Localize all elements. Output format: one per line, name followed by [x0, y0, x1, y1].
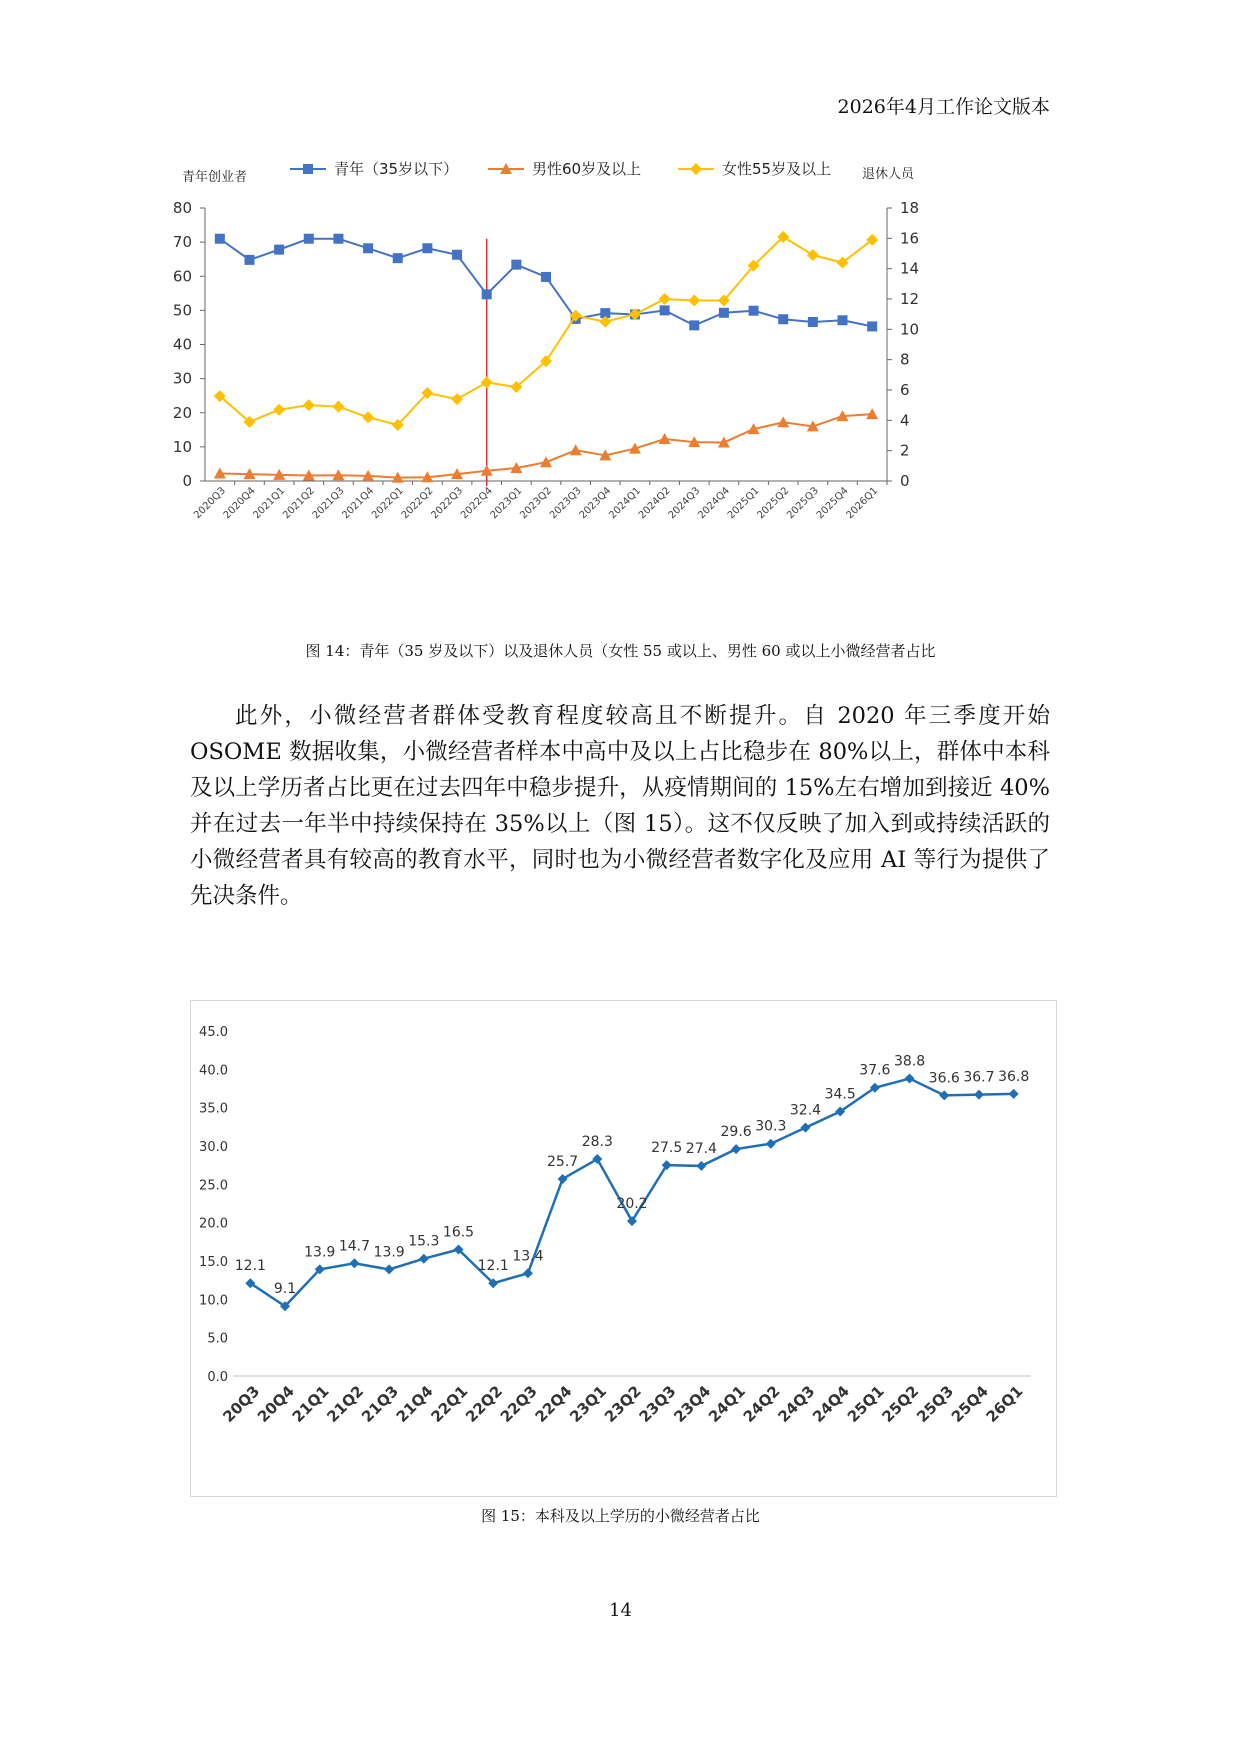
right-tick-label: 0 [900, 472, 910, 490]
series-line-0 [220, 239, 872, 327]
series-1-point [777, 416, 789, 427]
x-tick-label: 2022Q1 [370, 485, 406, 522]
right-tick-label: 8 [900, 350, 910, 369]
legend-marker-2 [690, 163, 702, 175]
left-tick-label: 50 [172, 301, 192, 320]
x-tick-label: 2022Q4 [458, 485, 495, 522]
right-tick-label: 10 [900, 320, 920, 339]
x-tick-label: 2021Q2 [281, 485, 317, 522]
x-tick-label: 2023Q1 [488, 485, 525, 522]
legend-label-1: 男性60岁及以上 [532, 160, 642, 178]
data-point [349, 1258, 359, 1268]
x-tick-label: 25Q1 [843, 1382, 888, 1426]
series-0-point [660, 305, 670, 315]
x-tick-label: 2024Q2 [636, 485, 673, 522]
left-tick-label: 40 [172, 335, 192, 354]
data-point [905, 1074, 915, 1084]
x-tick-label: 2023Q2 [518, 485, 555, 522]
series-0-point [867, 321, 877, 331]
x-tick-label: 2021Q1 [251, 485, 288, 522]
series-0-point [363, 243, 373, 253]
x-tick-label: 21Q2 [323, 1382, 368, 1426]
series-1-point [540, 456, 552, 467]
data-label: 36.6 [928, 1070, 960, 1087]
figure14-caption: 图 14：青年（35 岁及以下）以及退休人员（女性 55 或以上、男性 60 或以上小微经营者占比 [305, 642, 936, 660]
x-tick-label: 2022Q3 [429, 485, 466, 522]
legend-marker-0 [303, 164, 313, 174]
x-tick-label: 2023Q4 [577, 485, 614, 522]
data-point [523, 1268, 533, 1278]
figure15-chart [190, 1000, 1057, 1497]
x-tick-label: 2020Q3 [192, 485, 228, 522]
series-0-point [215, 234, 225, 244]
series-0-point [808, 317, 818, 327]
figure14-chart [172, 160, 1070, 613]
data-label: 14.7 [338, 1238, 371, 1255]
right-axis-title: 退休人员 [862, 167, 915, 182]
body-paragraph: 此外，小微经营者群体受教育程度较高且不断提升。自 2020 年三季度开始OSOME 数据收集，小微经营者样本中高中及以上占比稳步在 80%以上，群体中本科及以上学历者占比更在过去四年中稳步提升，从疫情期间的 15%左右增加到接近 40%并在过去一年半中持续保持在 35%以上（图 15）。这不仅反映了加入到或持续活跃的小微经营者具有较高的教育水平，同时也为小微经营者数字化及应用 AI 等行为提供了先决条件。 [190, 703, 1050, 909]
series-line-2 [220, 237, 872, 425]
page-number: 14 [609, 1600, 632, 1621]
left-tick-label: 0 [182, 472, 192, 490]
y-tick-label: 0.0 [207, 1370, 228, 1385]
series-2-point [807, 249, 819, 261]
data-point [974, 1090, 984, 1100]
x-tick-label: 2023Q3 [547, 485, 584, 522]
x-tick-label: 25Q3 [913, 1382, 958, 1426]
series-2-point [451, 393, 463, 405]
series-2-point [481, 376, 493, 388]
left-tick-label: 10 [172, 437, 192, 456]
y-tick-label: 20.0 [199, 1216, 228, 1232]
y-tick-label: 30.0 [199, 1140, 228, 1155]
x-tick-label: 24Q1 [705, 1382, 749, 1426]
data-label: 32.4 [789, 1102, 822, 1119]
series-0-point [689, 320, 699, 330]
data-point [419, 1254, 429, 1264]
data-label: 12.1 [234, 1258, 266, 1275]
data-point [696, 1161, 706, 1171]
x-tick-label: 22Q2 [462, 1382, 507, 1426]
series-0-point [333, 234, 343, 244]
data-label: 38.8 [893, 1053, 926, 1070]
left-tick-label: 80 [172, 199, 192, 217]
series-0-point [778, 314, 788, 324]
series-0-point [274, 245, 284, 255]
data-label: 28.3 [581, 1134, 613, 1151]
y-tick-label: 15.0 [199, 1255, 228, 1270]
x-tick-label: 25Q4 [947, 1382, 992, 1426]
x-tick-label: 2022Q2 [399, 485, 436, 522]
figure15-svg [191, 1001, 1056, 1496]
data-point [384, 1264, 394, 1274]
x-tick-label: 24Q3 [774, 1382, 819, 1426]
data-label: 34.5 [824, 1086, 856, 1103]
series-0-point [749, 306, 759, 316]
x-tick-label: 22Q1 [427, 1382, 472, 1426]
x-tick-label: 24Q4 [809, 1382, 854, 1426]
series-2-point [273, 404, 285, 416]
data-point [939, 1090, 949, 1100]
series-2-point [688, 295, 700, 307]
series-0-point [511, 260, 521, 270]
x-tick-label: 21Q3 [358, 1382, 402, 1426]
right-tick-label: 16 [900, 229, 920, 248]
data-label: 16.5 [442, 1224, 475, 1241]
right-tick-label: 12 [900, 290, 920, 308]
x-tick-label: 22Q3 [496, 1382, 541, 1426]
data-label: 13.9 [373, 1244, 405, 1261]
x-tick-label: 2025Q1 [725, 485, 762, 522]
series-0-point [244, 255, 254, 265]
series-line [250, 1079, 1013, 1307]
series-0-point [393, 253, 403, 263]
data-point [766, 1139, 776, 1149]
y-tick-label: 40.0 [199, 1063, 228, 1079]
x-tick-label: 2025Q2 [755, 485, 792, 522]
series-0-point [422, 243, 432, 253]
data-label: 27.4 [685, 1140, 717, 1157]
data-label: 9.1 [273, 1281, 297, 1298]
right-tick-label: 4 [900, 411, 910, 430]
x-tick-label: 23Q2 [600, 1382, 645, 1426]
right-tick-label: 2 [900, 441, 910, 460]
data-point [800, 1123, 810, 1133]
x-tick-label: 24Q2 [739, 1382, 784, 1426]
series-0-point [304, 234, 314, 244]
x-tick-label: 22Q4 [531, 1382, 576, 1426]
data-point [592, 1154, 602, 1164]
x-tick-label: 23Q1 [566, 1382, 611, 1426]
series-0-point [482, 289, 492, 299]
data-label: 30.3 [755, 1118, 787, 1135]
series-line-1 [220, 414, 872, 477]
data-point [1009, 1089, 1019, 1099]
series-2-point [303, 399, 315, 411]
x-tick-label: 25Q2 [878, 1382, 923, 1426]
data-label: 12.1 [477, 1258, 509, 1275]
left-tick-label: 60 [172, 267, 192, 286]
data-label: 36.8 [998, 1068, 1030, 1085]
x-tick-label: 2021Q3 [310, 485, 347, 522]
left-axis-title: 青年创业者 [182, 170, 248, 185]
y-tick-label: 5.0 [207, 1331, 228, 1347]
series-1-point [570, 444, 582, 455]
data-label: 13.9 [304, 1244, 336, 1261]
right-tick-label: 14 [900, 259, 920, 278]
data-label: 20.2 [616, 1196, 648, 1213]
data-label: 15.3 [408, 1233, 440, 1250]
series-2-point [362, 411, 374, 423]
y-tick-label: 10.0 [199, 1293, 228, 1309]
left-tick-label: 20 [172, 403, 192, 422]
page-header: 2026年4月工作论文版本 [837, 96, 1050, 118]
x-tick-label: 20Q4 [253, 1382, 298, 1426]
left-tick-label: 30 [172, 369, 192, 388]
right-tick-label: 18 [900, 199, 920, 217]
data-point [731, 1144, 741, 1154]
legend-label-0: 青年（35岁以下） [334, 160, 459, 178]
series-0-point [452, 250, 462, 260]
x-tick-label: 2021Q4 [340, 485, 377, 522]
figure14-svg [172, 160, 1070, 613]
x-tick-label: 2026Q1 [844, 485, 881, 522]
series-2-point [659, 293, 671, 305]
x-tick-label: 2024Q1 [607, 485, 644, 522]
x-tick-label: 21Q4 [392, 1382, 437, 1426]
x-tick-label: 2024Q4 [696, 485, 733, 522]
data-label: 29.6 [720, 1124, 752, 1141]
legend-label-2: 女性55岁及以上 [722, 160, 832, 178]
y-tick-label: 35.0 [199, 1101, 228, 1117]
figure15-caption: 图 15：本科及以上学历的小微经营者占比 [481, 1507, 760, 1525]
x-tick-label: 23Q4 [670, 1382, 715, 1426]
x-tick-label: 2020Q4 [221, 485, 258, 522]
series-2-point [332, 401, 344, 413]
series-0-point [838, 315, 848, 325]
x-tick-label: 2025Q3 [785, 485, 821, 522]
data-label: 37.6 [859, 1062, 891, 1079]
y-tick-label: 45.0 [199, 1025, 228, 1040]
x-tick-label: 26Q1 [982, 1382, 1027, 1426]
left-tick-label: 70 [172, 233, 192, 252]
data-label: 27.5 [651, 1140, 683, 1157]
series-0-point [719, 308, 729, 318]
x-tick-label: 2024Q3 [666, 485, 703, 522]
y-tick-label: 25.0 [199, 1178, 228, 1194]
series-0-point [541, 272, 551, 282]
x-tick-label: 2025Q4 [814, 485, 851, 522]
x-tick-label: 23Q3 [635, 1382, 680, 1426]
data-label: 36.7 [963, 1069, 995, 1086]
data-point [558, 1174, 568, 1184]
data-label: 25.7 [547, 1153, 579, 1170]
data-label: 13.4 [512, 1248, 544, 1265]
x-tick-label: 20Q3 [219, 1382, 264, 1426]
x-tick-label: 21Q1 [288, 1382, 333, 1426]
right-tick-label: 6 [900, 381, 910, 399]
